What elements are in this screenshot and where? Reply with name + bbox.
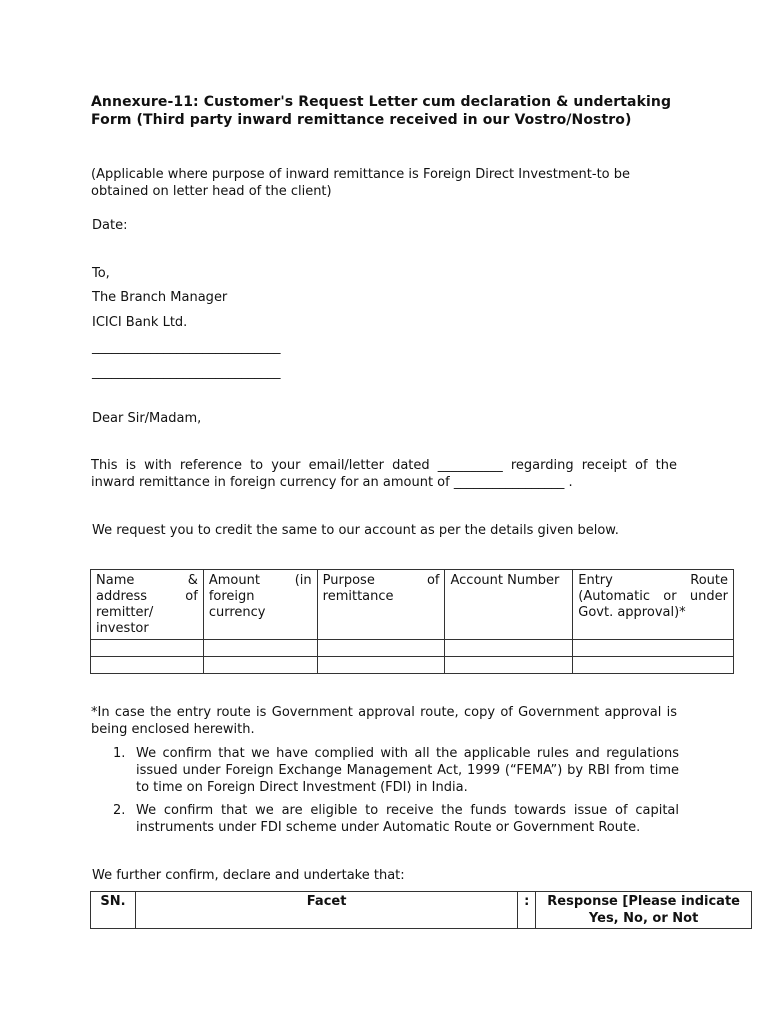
header-sn: SN. (91, 892, 136, 929)
address-bank: ICICI Bank Ltd. (92, 315, 188, 330)
header-amount: Amount (in foreign currency (203, 570, 317, 640)
address-blank-line: _____________________________ (92, 365, 281, 380)
table-cell[interactable] (91, 657, 204, 674)
table-cell[interactable] (203, 640, 317, 657)
header-account-number: Account Number (445, 570, 573, 640)
header-colon: : (518, 892, 536, 929)
address-blank-line: _____________________________ (92, 340, 281, 355)
request-paragraph: We request you to credit the same to our account as per the details given below. (92, 523, 619, 538)
table-row (91, 640, 734, 657)
header-entry-route: Entry Route (Automatic or under Govt. approval)* (573, 570, 734, 640)
header-purpose: Purpose of remittance (317, 570, 445, 640)
table-cell[interactable] (445, 657, 573, 674)
table-cell[interactable] (203, 657, 317, 674)
list-item (113, 802, 679, 836)
address-to: To, (92, 266, 110, 281)
list-number: 2. (113, 803, 126, 818)
list-number: 1. (113, 746, 126, 761)
header-response: Response [Please indicate Yes, No, or Not (536, 892, 752, 929)
address-recipient: The Branch Manager (92, 290, 228, 305)
table-cell[interactable] (317, 640, 445, 657)
applicability-note: (Applicable where purpose of inward remittance is Foreign Direct Investment-to be obtained on letter head of the client) (91, 167, 631, 199)
table-cell[interactable] (573, 640, 734, 657)
confirmation-list (113, 745, 679, 842)
salutation: Dear Sir/Madam, (92, 411, 202, 426)
date-label: Date: (92, 218, 128, 233)
remittance-details-table (90, 569, 734, 674)
table-row (91, 657, 734, 674)
table-cell[interactable] (573, 657, 734, 674)
table-cell[interactable] (317, 657, 445, 674)
facet-table (90, 891, 752, 929)
reference-paragraph: This is with reference to your email/letter dated __________ regarding receipt of the inward remittance in foreign currency for an amount of _________________ . (91, 458, 677, 490)
table-cell[interactable] (91, 640, 204, 657)
table-header-row (91, 570, 734, 640)
header-facet: Facet (135, 892, 517, 929)
confirmation-text: We confirm that we have complied with all the applicable rules and regulations issued under Foreign Exchange Management Act, 1999 (“FEMA”) by RBI from time to time on Foreign Direct Investment (FDI) in India. (136, 746, 679, 795)
confirmation-text: We confirm that we are eligible to receive the funds towards issue of capital instruments under FDI scheme under Automatic Route or Government Route. (136, 803, 679, 835)
document-title: Annexure-11: Customer's Request Letter cum declaration & undertaking Form (Third party inward remittance received in our Vostro/Nostro) (91, 94, 672, 128)
table-header-row (91, 892, 752, 929)
table-cell[interactable] (445, 640, 573, 657)
further-confirm-text: We further confirm, declare and undertake that: (92, 868, 405, 883)
government-approval-footnote: *In case the entry route is Government approval route, copy of Government approval is being enclosed herewith. (91, 705, 677, 737)
list-item (113, 745, 679, 796)
header-name-address: Name & address of remitter/ investor (91, 570, 204, 640)
